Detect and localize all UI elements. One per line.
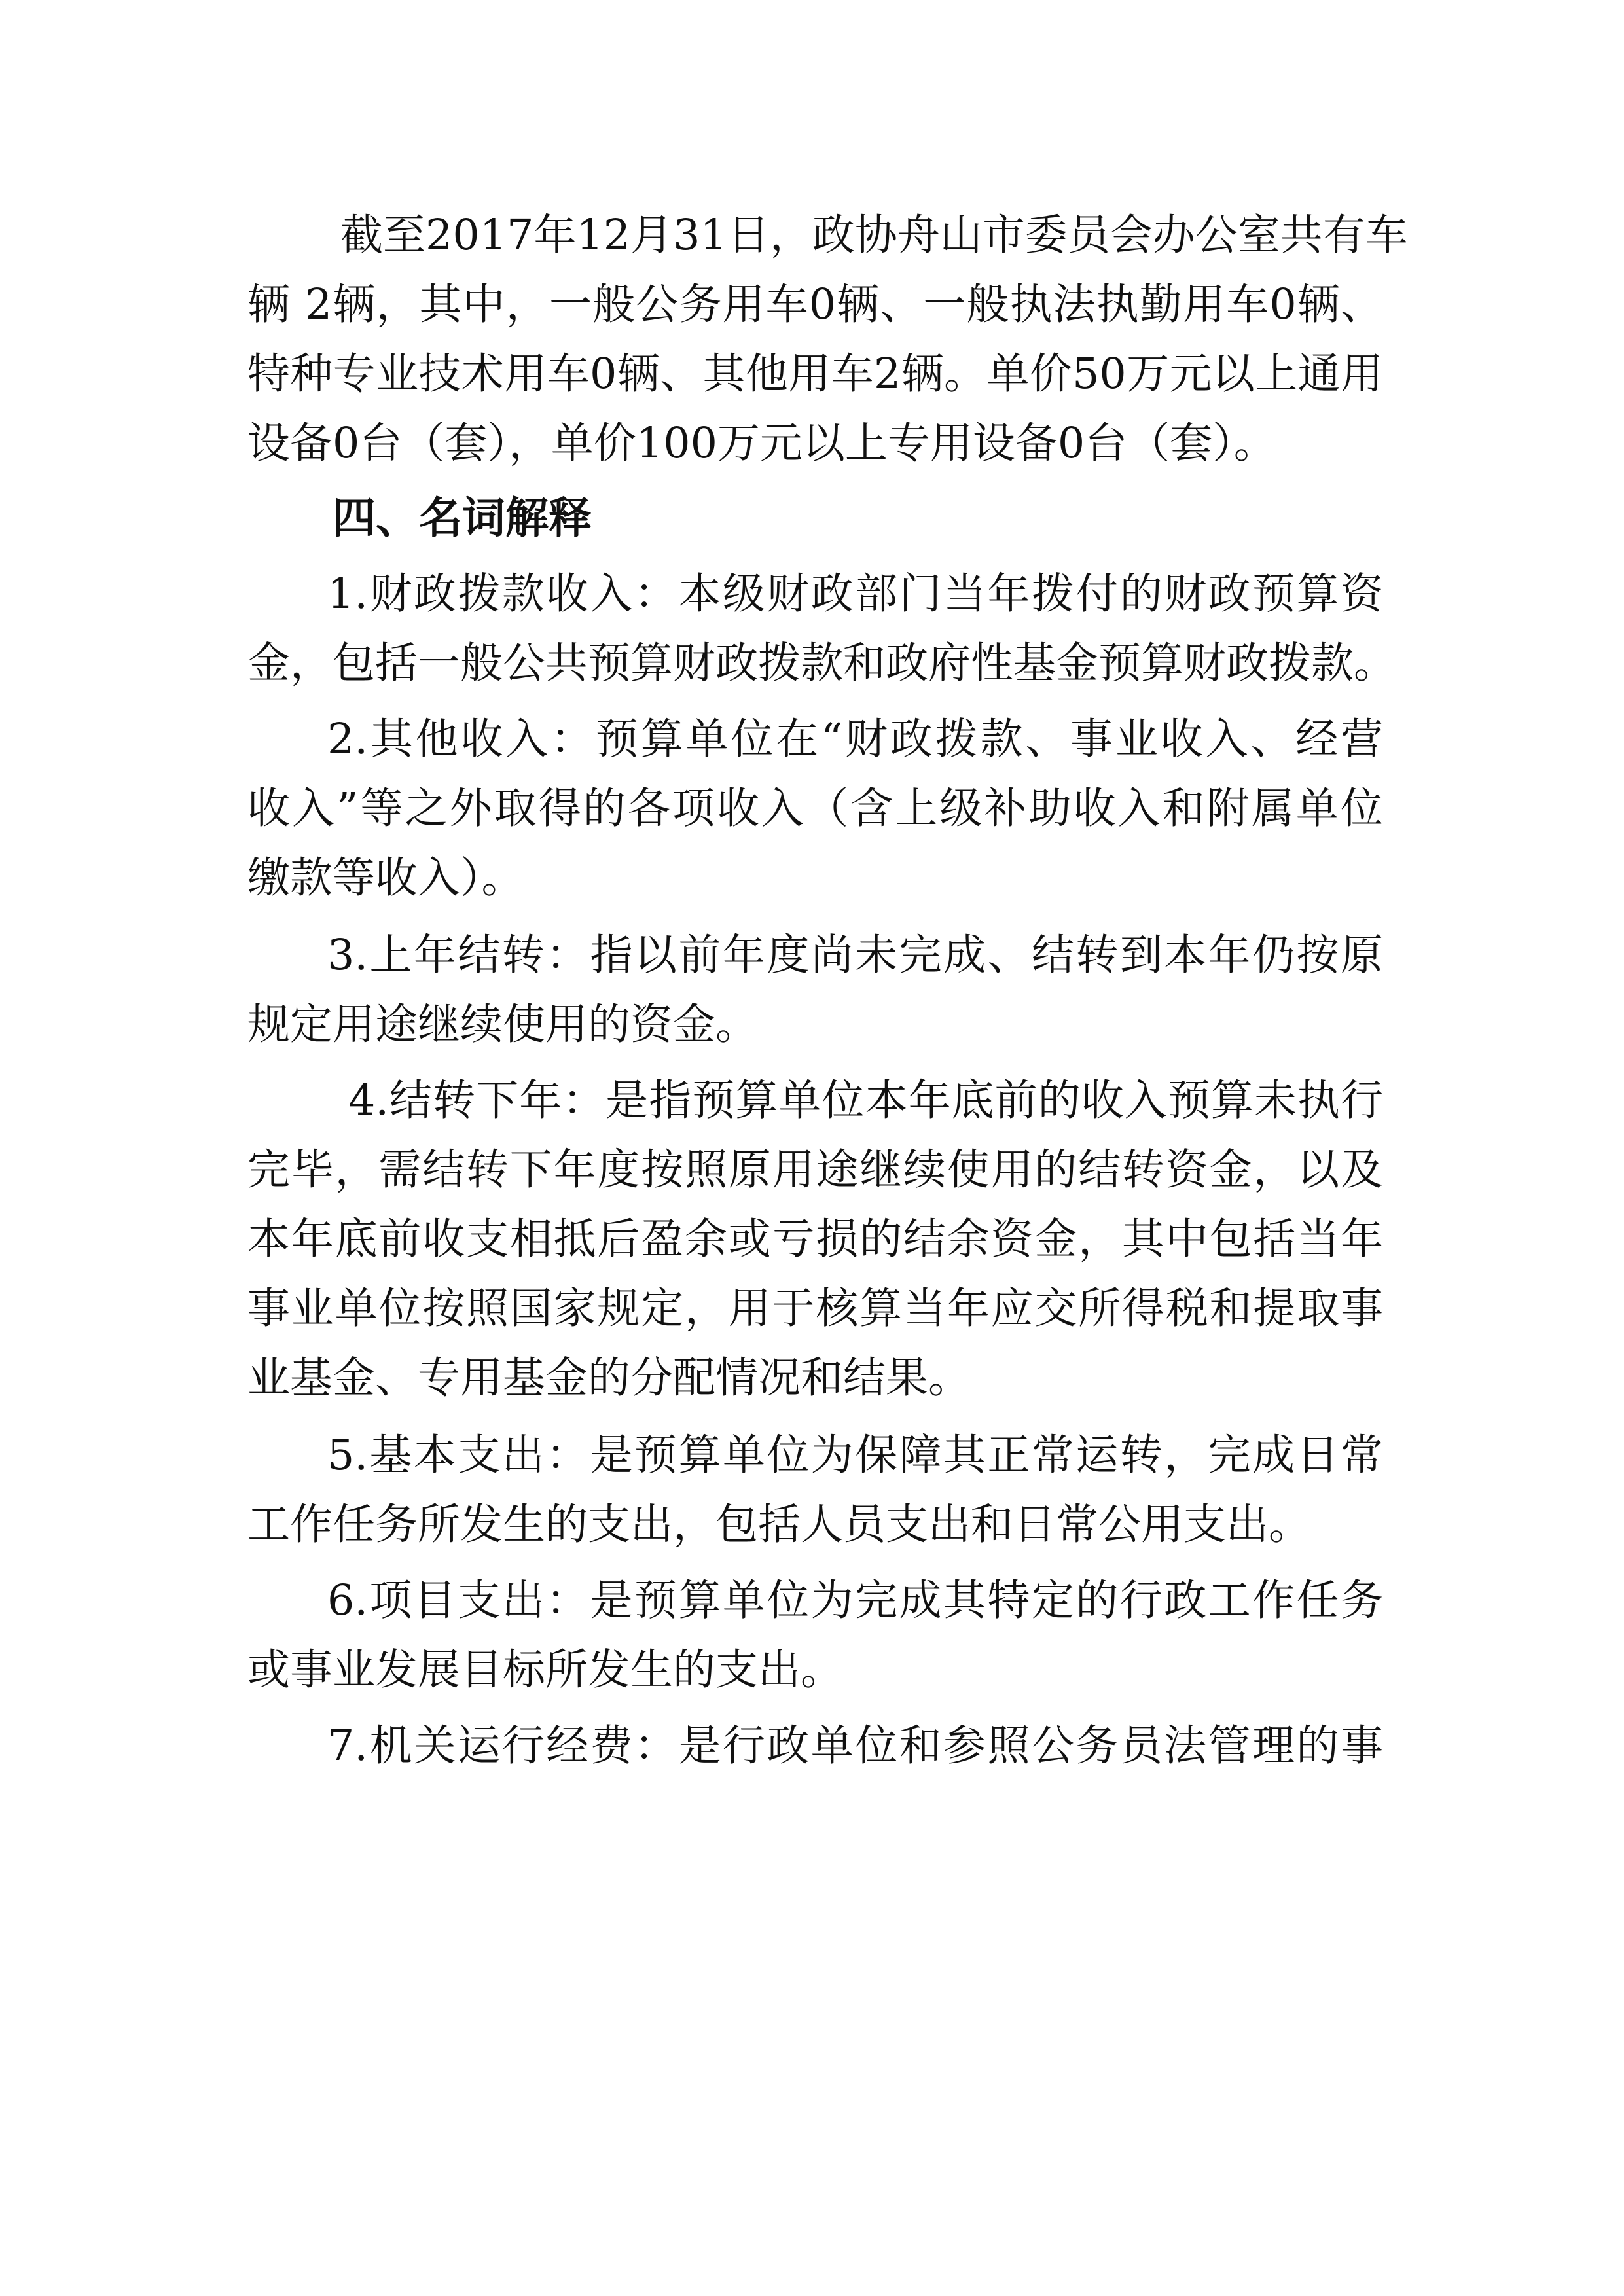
definition-4-line-2: 完毕，需结转下年度按照原用途继续使用的结转资金，以及 xyxy=(247,1145,1383,1194)
definition-1-line-1: 1.财政拨款收入：本级财政部门当年拨付的财政预算资 xyxy=(327,569,1383,619)
section-heading: 四、名词解释 xyxy=(333,493,592,543)
definition-6-line-1: 6.项目支出：是预算单位为完成其特定的行政工作任务 xyxy=(327,1576,1383,1625)
definition-4-line-1: 4.结转下年：是指预算单位本年底前的收入预算未执行 xyxy=(348,1076,1383,1125)
definition-4-line-5: 业基金、专用基金的分配情况和结果。 xyxy=(247,1354,971,1403)
definition-3-line-1: 3.上年结转：指以前年度尚未完成、结转到本年仍按原 xyxy=(327,931,1383,980)
definition-5-line-2: 工作任务所发生的支出，包括人员支出和日常公用支出。 xyxy=(247,1500,1312,1549)
definition-7-line-1: 7.机关运行经费：是行政单位和参照公务员法管理的事 xyxy=(327,1721,1383,1770)
paragraph-vehicles-line-2: 辆 2辆，其中，一般公务用车0辆、一般执法执勤用车0辆、 xyxy=(247,280,1383,329)
definition-1-line-2: 金，包括一般公共预算财政拨款和政府性基金预算财政拨款。 xyxy=(247,639,1397,688)
definition-4-line-4: 事业单位按照国家规定，用于核算当年应交所得税和提取事 xyxy=(247,1284,1383,1333)
paragraph-vehicles-line-4: 设备0台（套），单价100万元以上专用设备0台（套）。 xyxy=(247,419,1276,468)
definition-2-line-2: 收入”等之外取得的各项收入（含上级补助收入和附属单位 xyxy=(247,784,1383,833)
definition-6-line-2: 或事业发展目标所发生的支出。 xyxy=(247,1645,844,1695)
definition-5-line-1: 5.基本支出：是预算单位为保障其正常运转，完成日常 xyxy=(327,1431,1383,1480)
definition-3-line-2: 规定用途继续使用的资金。 xyxy=(247,1000,759,1049)
paragraph-vehicles-line-1: 截至2017年12月31日，政协舟山市委员会办公室共有车 xyxy=(340,211,1408,260)
paragraph-vehicles-line-3: 特种专业技术用车0辆、其他用车2辆。单价50万元以上通用 xyxy=(247,350,1383,399)
definition-2-line-1: 2.其他收入：预算单位在“财政拨款、事业收入、经营 xyxy=(327,715,1383,764)
definition-4-line-3: 本年底前收支相抵后盈余或亏损的结余资金，其中包括当年 xyxy=(247,1215,1383,1264)
definition-2-line-3: 缴款等收入）。 xyxy=(247,853,524,903)
